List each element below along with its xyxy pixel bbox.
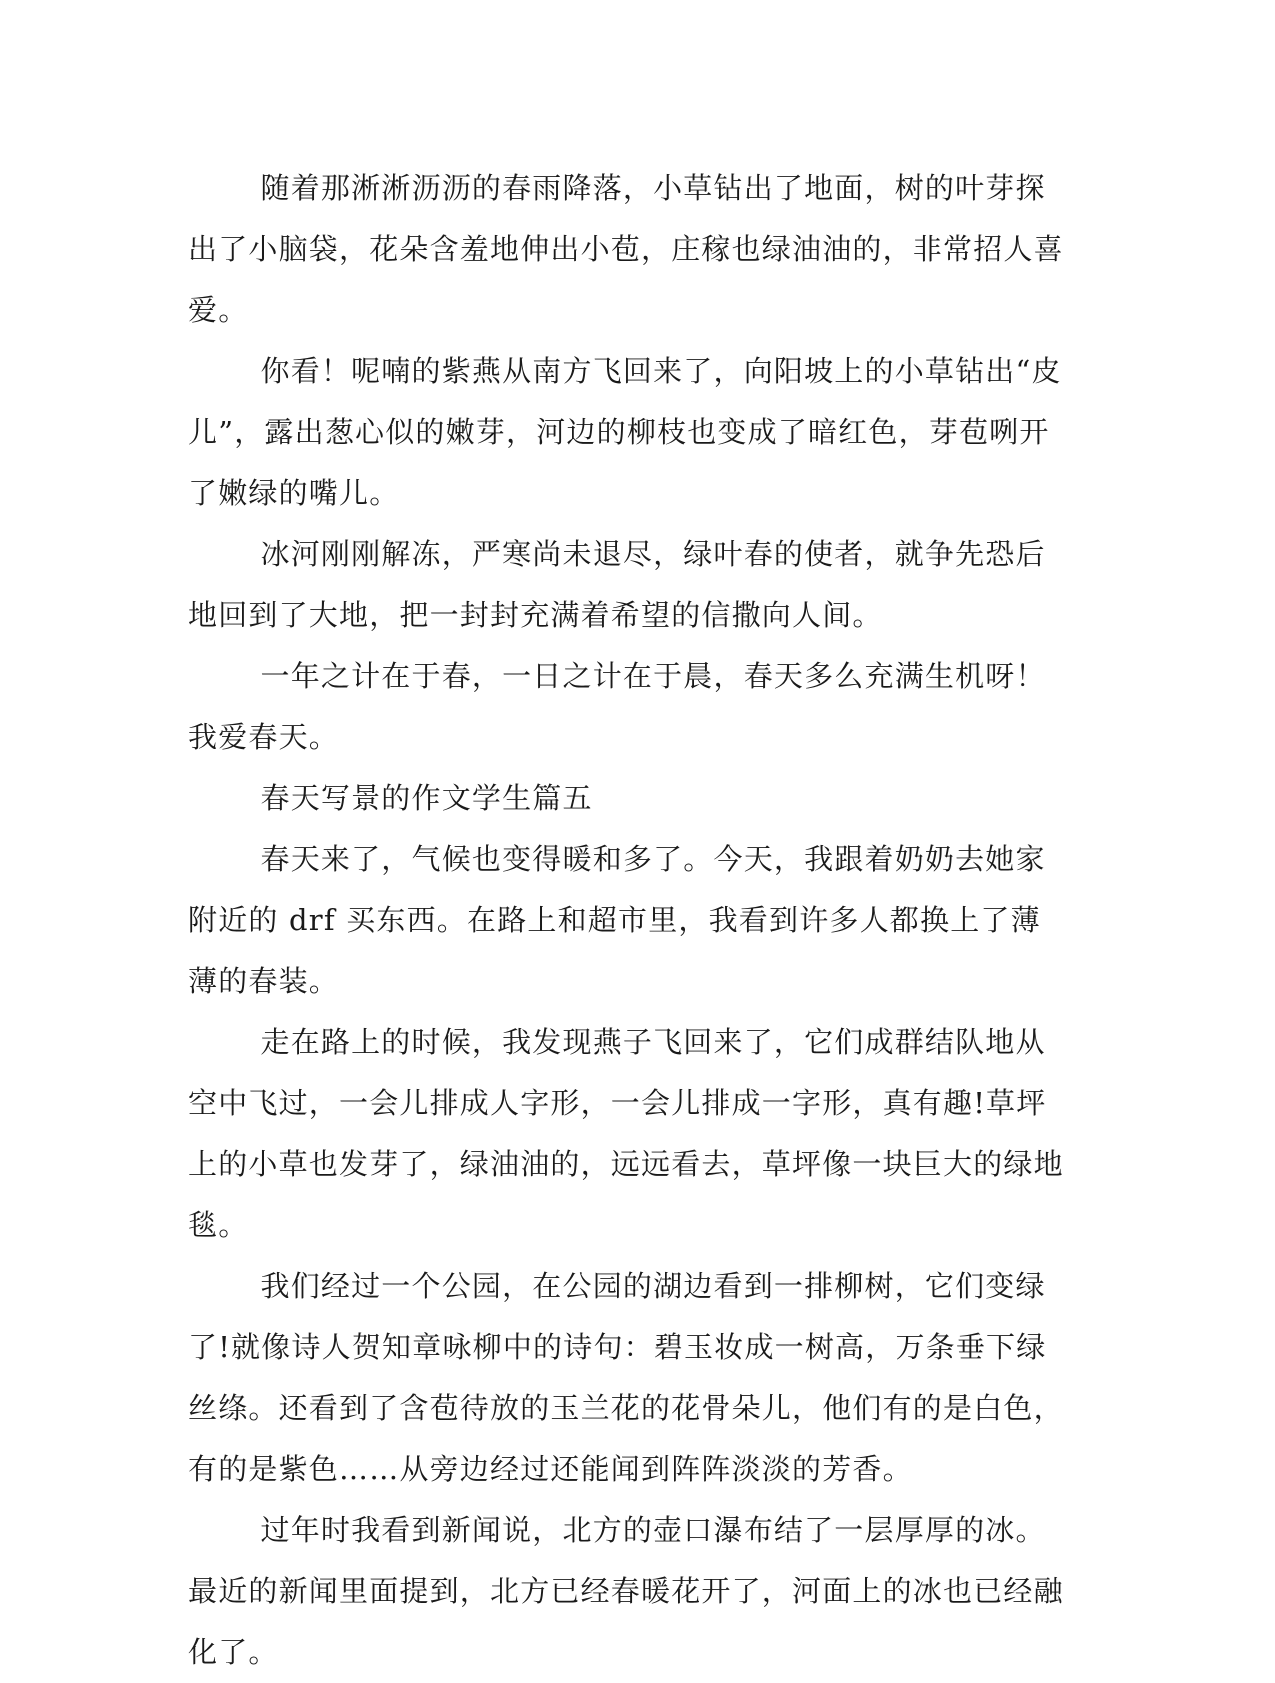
paragraph-waterfall-news: 过年时我看到新闻说，北方的壶口瀑布结了一层厚厚的冰。最近的新闻里面提到，北方已经春暖花开了，河面上的冰也已经融化了。 <box>188 1513 1064 1669</box>
paragraph-spring-rain: 随着那淅淅沥沥的春雨降落，小草钻出了地面，树的叶芽探出了小脑袋，花朵含羞地伸出小苞，庄稼也绿油油的，非常招人喜爱。 <box>188 171 1064 327</box>
paragraph-love-spring: 一年之计在于春，一日之计在于晨，春天多么充满生机呀！我爱春天。 <box>188 659 1046 754</box>
paragraph-park-willows: 我们经过一个公园，在公园的湖边看到一排柳树，它们变绿了!就像诗人贺知章咏柳中的诗句：碧玉妆成一树高，万条垂下绿丝绦。还看到了含苞待放的玉兰花的花骨朵儿，他们有的是白色，有的是紫色……从旁边经过还能闻到阵阵淡淡的芳香。 <box>188 1269 1064 1486</box>
paragraph-swallows-return: 你看！呢喃的紫燕从南方飞回来了，向阳坡上的小草钻出“皮儿”，露出葱心似的嫩芽，河边的柳枝也变成了暗红色，芽苞咧开了嫩绿的嘴儿。 <box>188 354 1062 510</box>
essay-text <box>188 158 1070 1683</box>
section-heading: 春天写景的作文学生篇五 <box>260 781 593 815</box>
paragraph-shopping-trip: 春天来了，气候也变得暖和多了。今天，我跟着奶奶去她家附近的 drf 买东西。在路上和超市里，我看到许多人都换上了薄薄的春装。 <box>188 842 1046 998</box>
paragraph-swallows-flying: 走在路上的时候，我发现燕子飞回来了，它们成群结队地从空中飞过，一会儿排成人字形，一会儿排成一字形，真有趣!草坪上的小草也发芽了，绿油油的，远远看去，草坪像一块巨大的绿地毯。 <box>188 1025 1064 1242</box>
paragraph-river-thaw: 冰河刚刚解冻，严寒尚未退尽，绿叶春的使者，就争先恐后地回到了大地，把一封封充满着希望的信撒向人间。 <box>188 537 1046 632</box>
